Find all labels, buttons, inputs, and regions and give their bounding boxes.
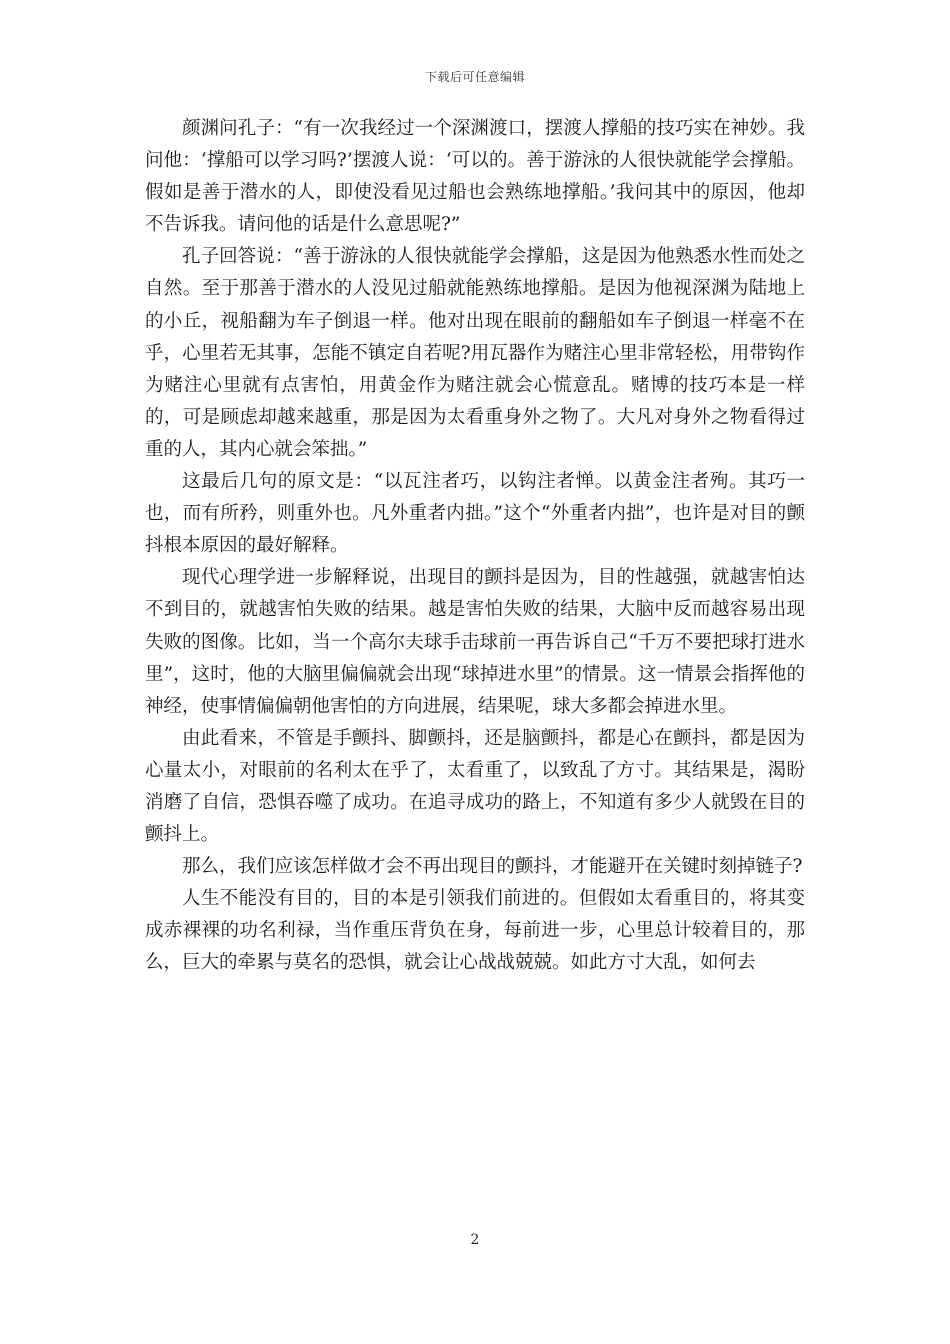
page-number: 2 [470, 1232, 480, 1248]
paragraph: 这最后几句的原文是：“以瓦注者巧，以钩注者惮。以黄金注者殉。其巧一也，而有所矜，则重外也。凡外重者内拙。”这个“外重者内拙”，也许是对目的颤抖根本原因的最好解释。 [145, 471, 805, 557]
paragraph: 孔子回答说：“善于游泳的人很快就能学会撑船，这是因为他熟悉水性而处之自然。至于那善于潜水的人没见过船就能熟练地撑船。是因为他视深渊为陆地上的小丘，视船翻为车子倒退一样。他对出现在眼前的翻船如车子倒退一样毫不在乎，心里若无其事，怎能不镇定自若呢?用瓦器作为赌注心里非常轻松，用带钩作为赌注心里就有点害怕，用黄金作为赌注就会心慌意乱。赌博的技巧本是一样的，可是顾虑却越来越重，那是因为太看重身外之物了。大凡对身外之物看得过重的人，其内心就会笨拙。” [145, 246, 805, 460]
page-header: 下载后可任意编辑 [424, 70, 525, 84]
paragraph: 颜渊问孔子：“有一次我经过一个深渊渡口，摆渡人撑船的技巧实在神妙。我问他：‘撑船可以学习吗?’摆渡人说：‘可以的。善于游泳的人很快就能学会撑船。假如是善于潜水的人，即使没看见过船也会熟练地撑船。’我问其中的原因，他却不告诉我。请问他的话是什么意思呢?” [145, 118, 805, 236]
paragraph: 人生不能没有目的，目的本是引领我们前进的。但假如太看重目的，将其变成赤裸裸的功名利禄，当作重压背负在身，每前进一步，心里总计较着目的，那么，巨大的牵累与莫名的恐惧，就会让心战战兢兢。如此方寸大乱，如何去 [145, 888, 805, 974]
paragraph: 那么，我们应该怎样做才会不再出现目的颤抖，才能避开在关键时刻掉链子? [182, 856, 803, 878]
document-body [145, 113, 805, 980]
paragraph: 现代心理学进一步解释说，出现目的颤抖是因为，目的性越强，就越害怕达不到目的，就越害怕失败的结果。越是害怕失败的结果，大脑中反而越容易出现失败的图像。比如，当一个高尔夫球手击球前一再告诉自己“千万不要把球打进水里”，这时，他的大脑里偏偏就会出现“球掉进水里”的情景。这一情景会指挥他的神经，使事情偏偏朝他害怕的方向进展，结果呢，球大多都会掉进水里。 [145, 567, 805, 717]
paragraph: 由此看来，不管是手颤抖、脚颤抖，还是脑颤抖，都是心在颤抖，都是因为心量太小，对眼前的名利太在乎了，太看重了，以致乱了方寸。其结果是，渴盼消磨了自信，恐惧吞噬了成功。在追寻成功的路上，不知道有多少人就毁在目的颤抖上。 [145, 727, 805, 846]
